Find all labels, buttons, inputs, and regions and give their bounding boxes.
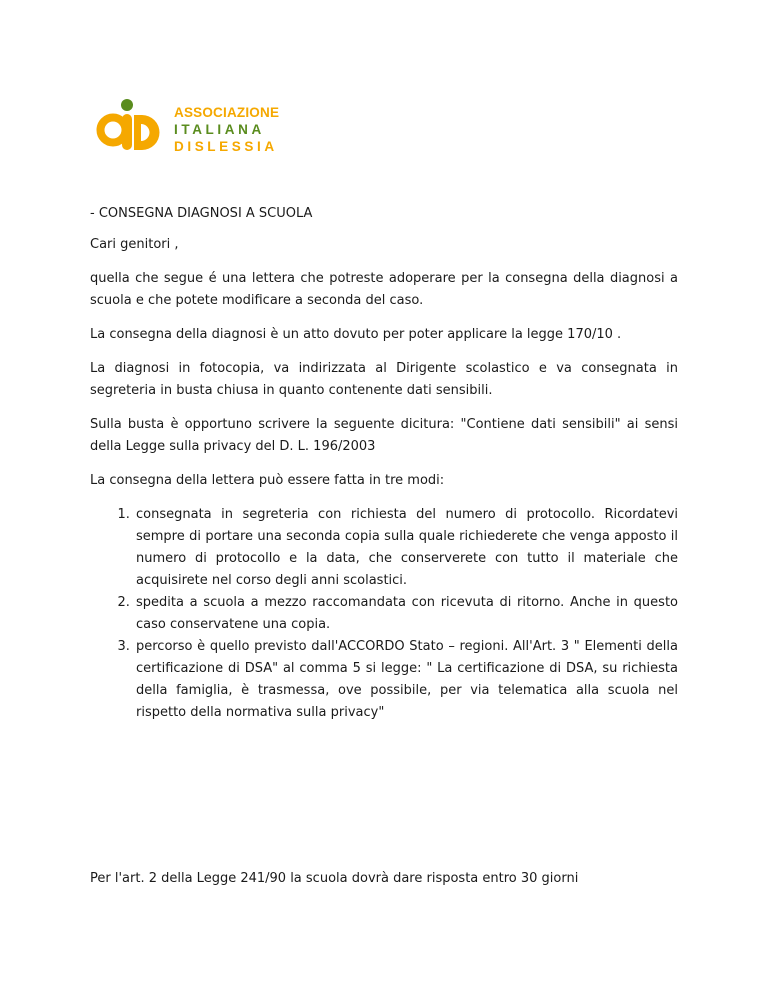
list-item: 2. spedita a scuola a mezzo raccomandata con ricevuta di ritorno. Anche in questo caso conservatene una copia.: [134, 592, 678, 636]
list-item: 3. percorso è quello previsto dall'ACCORDO Stato – regioni. All'Art. 3 " Elementi della certificazione di DSA" al comma 5 si legge: " La certificazione di DSA, su richiesta della famiglia, è trasmessa, ove possibile, per via telematica alla scuola nel rispetto della normativa sulla privacy": [134, 636, 678, 724]
paragraph-intro: quella che segue é una lettera che potreste adoperare per la consegna della diagnosi a scuola e che potete modificare a seconda del caso.: [90, 271, 678, 308]
list-item: 1. consegnata in segreteria con richiesta del numero di protocollo. Ricordatevi sempre di portare una seconda copia sulla quale richiederete che venga apposto il numero di protocollo e la data, che conserverete con tutto il materiale che acquisirete nel corso degli anni scolastici.: [134, 504, 678, 592]
aid-logo-wordmark: [174, 104, 279, 155]
logo-line-associazione: ASSOCIAZIONE: [174, 105, 280, 120]
paragraph-busta: Sulla busta è opportuno scrivere la seguente dicitura: "Contiene dati sensibili" ai sensi della Legge sulla privacy del D. L. 196/2003: [90, 417, 678, 454]
paragraph-legge-170: La consegna della diagnosi è un atto dovuto per poter applicare la legge 170/10 .: [90, 327, 622, 342]
aid-logo-mark: [96, 95, 168, 155]
paragraph-fotocopia: La diagnosi in fotocopia, va indirizzata al Dirigente scolastico e va consegnata in segreteria in busta chiusa in quanto contenente dati sensibili.: [90, 361, 678, 398]
aid-logo: [96, 95, 286, 155]
logo-line-dislessia: DISLESSIA: [174, 139, 278, 154]
delivery-modes-list: [90, 504, 678, 724]
greeting: Cari genitori ,: [90, 237, 179, 252]
logo-line-italiana: ITALIANA: [174, 122, 265, 137]
document-heading: - CONSEGNA DIAGNOSI A SCUOLA: [90, 206, 313, 221]
paragraph-modi: La consegna della lettera può essere fatta in tre modi:: [90, 473, 445, 488]
footer-note: Per l'art. 2 della Legge 241/90 la scuola dovrà dare risposta entro 30 giorni: [90, 871, 579, 886]
letter-body: [90, 203, 678, 724]
